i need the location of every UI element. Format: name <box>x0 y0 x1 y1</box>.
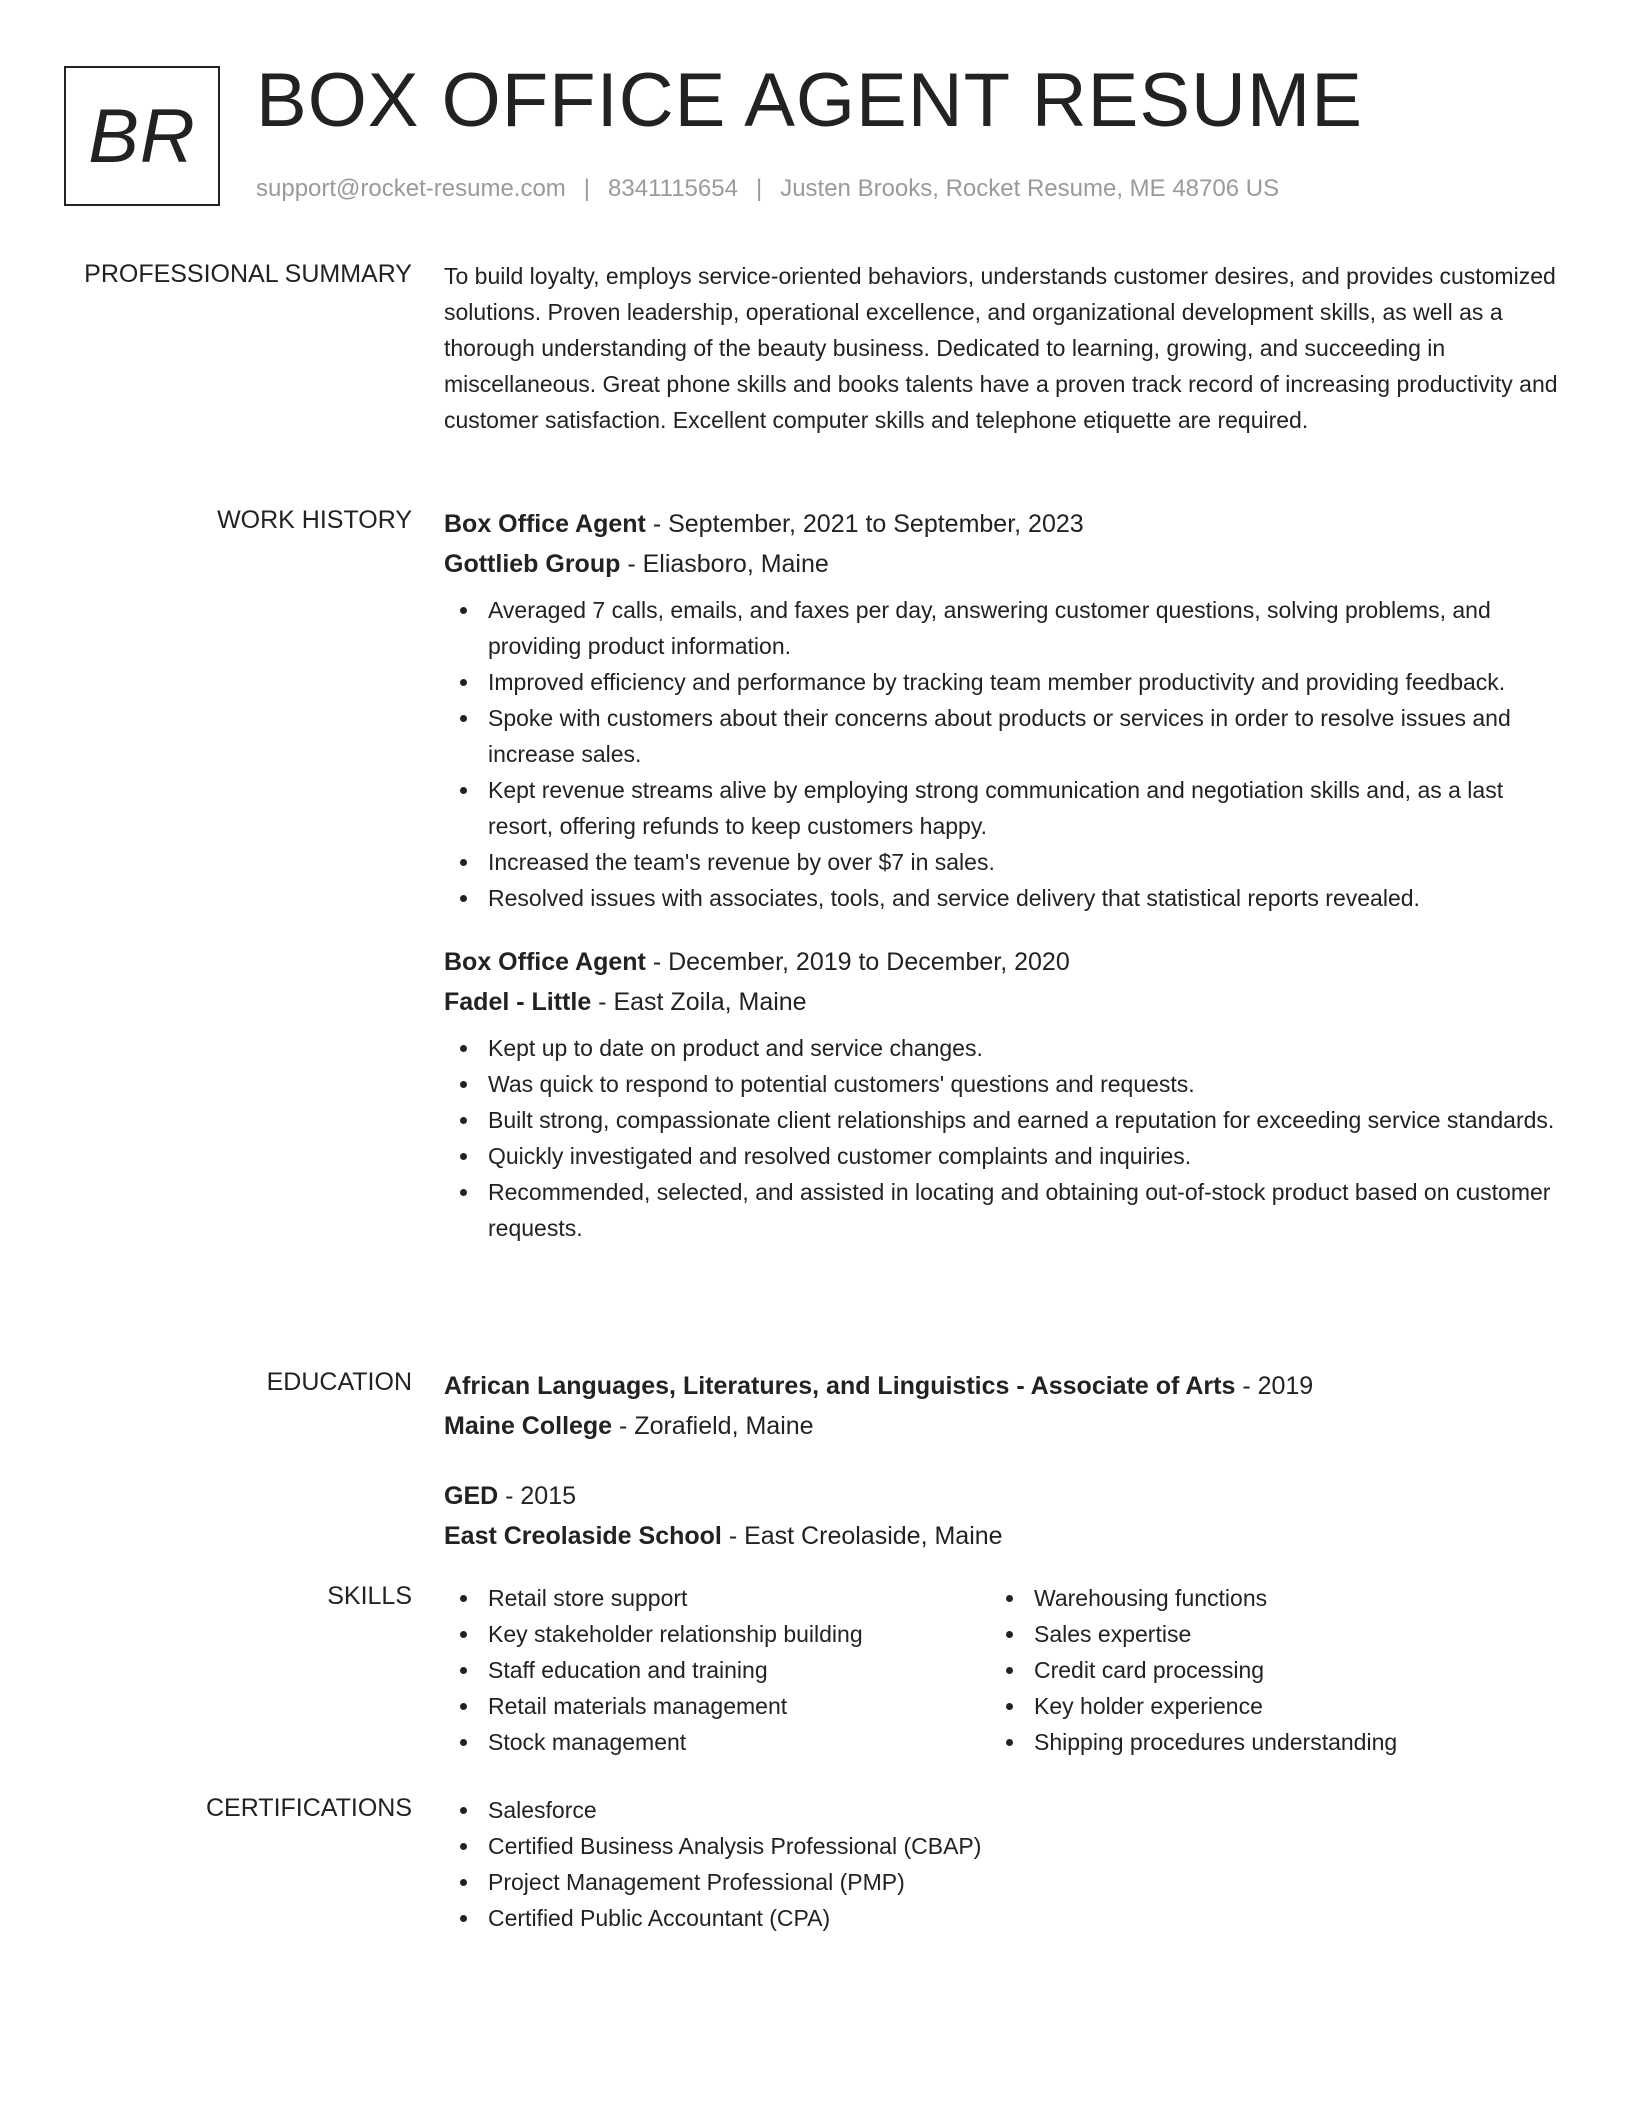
job-company-line <box>444 544 1560 584</box>
list-item: Was quick to respond to potential customers' questions and requests. <box>444 1066 1560 1102</box>
resume-title: BOX OFFICE AGENT RESUME <box>256 58 1363 143</box>
list-item: Built strong, compassionate client relationships and earned a reputation for exceeding service standards. <box>444 1102 1560 1138</box>
list-item: Certified Business Analysis Professional (CBAP) <box>444 1828 1560 1864</box>
education-school: Maine College <box>444 1412 613 1440</box>
skills-list-left <box>444 1580 990 1760</box>
education-location: - East Creolaside, Maine <box>721 1522 1003 1550</box>
education-year: - 2019 <box>1235 1372 1314 1400</box>
list-item: Recommended, selected, and assisted in locating and obtaining out-of-stock product based on customer requests. <box>444 1174 1560 1246</box>
education-year: - 2015 <box>498 1482 577 1510</box>
job-dates: - September, 2021 to September, 2023 <box>645 510 1084 538</box>
list-item: Key holder experience <box>990 1688 1536 1724</box>
job-title-line <box>444 942 1560 982</box>
section-label: WORK HISTORY <box>217 506 412 534</box>
job-dates: - December, 2019 to December, 2020 <box>645 948 1070 976</box>
skills-list-right <box>990 1580 1536 1760</box>
list-item: Salesforce <box>444 1792 1560 1828</box>
list-item: Increased the team's revenue by over $7 in sales. <box>444 844 1560 880</box>
education-list <box>444 1366 1560 1582</box>
contact-line <box>256 174 1279 204</box>
monogram-logo: BR <box>64 66 220 206</box>
job-entry <box>444 504 1560 916</box>
education-entry <box>444 1476 1560 1556</box>
list-item: Resolved issues with associates, tools, and service delivery that statistical reports revealed. <box>444 880 1560 916</box>
list-item: Retail materials management <box>444 1688 990 1724</box>
job-title: Box Office Agent <box>444 510 646 538</box>
job-location: - Eliasboro, Maine <box>620 550 829 578</box>
education-school-line <box>444 1516 1560 1556</box>
list-item: Key stakeholder relationship building <box>444 1616 990 1652</box>
list-item: Certified Public Accountant (CPA) <box>444 1900 1560 1936</box>
list-item: Sales expertise <box>990 1616 1536 1652</box>
list-item: Kept revenue streams alive by employing strong communication and negotiation skills and, as a last resort, offering refunds to keep customers happy. <box>444 772 1560 844</box>
section-label: CERTIFICATIONS <box>205 1794 412 1822</box>
contact-email[interactable]: support@rocket-resume.com <box>256 175 566 202</box>
section-label: PROFESSIONAL SUMMARY <box>84 260 412 288</box>
list-item: Averaged 7 calls, emails, and faxes per day, answering customer questions, solving problems, and providing product information. <box>444 592 1560 664</box>
contact-separator: | <box>583 175 591 202</box>
list-item: Improved efficiency and performance by tracking team member productivity and providing feedback. <box>444 664 1560 700</box>
skills-columns <box>444 1580 1560 1760</box>
job-title-line <box>444 504 1560 544</box>
education-location: - Zorafield, Maine <box>612 1412 814 1440</box>
work-history-list <box>444 504 1560 1272</box>
list-item: Credit card processing <box>990 1652 1536 1688</box>
education-degree-line <box>444 1476 1560 1516</box>
education-degree: African Languages, Literatures, and Linguistics - Associate of Arts <box>444 1372 1236 1400</box>
contact-address: Justen Brooks, Rocket Resume, ME 48706 US <box>780 175 1280 202</box>
list-item: Quickly investigated and resolved customer complaints and inquiries. <box>444 1138 1560 1174</box>
job-bullets <box>444 1030 1560 1246</box>
list-item: Kept up to date on product and service changes. <box>444 1030 1560 1066</box>
summary-text: To build loyalty, employs service-oriented behaviors, understands customer desires, and provides customized solutions. Proven leadership, operational excellence, and organizational development skills, as well as a thorough understanding of the beauty business. Dedicated to learning, growing, and succeeding in miscellaneous. Great phone skills and books talents have a proven track record of increasing productivity and customer satisfaction. Excellent computer skills and telephone etiquette are required. <box>444 263 1558 433</box>
job-company: Fadel - Little <box>444 988 592 1016</box>
certifications-list <box>444 1792 1560 1936</box>
list-item: Stock management <box>444 1724 990 1760</box>
list-item: Warehousing functions <box>990 1580 1536 1616</box>
list-item: Spoke with customers about their concerns about products or services in order to resolve issues and increase sales. <box>444 700 1560 772</box>
contact-phone[interactable]: 8341115654 <box>608 175 738 202</box>
job-bullets <box>444 592 1560 916</box>
education-degree: GED <box>444 1482 499 1510</box>
list-item: Project Management Professional (PMP) <box>444 1864 1560 1900</box>
contact-separator: | <box>755 175 763 202</box>
job-company: Gottlieb Group <box>444 550 621 578</box>
education-school-line <box>444 1406 1560 1446</box>
job-title: Box Office Agent <box>444 948 646 976</box>
list-item: Retail store support <box>444 1580 990 1616</box>
job-entry <box>444 942 1560 1246</box>
section-label: EDUCATION <box>266 1368 412 1396</box>
list-item: Shipping procedures understanding <box>990 1724 1536 1760</box>
education-degree-line <box>444 1366 1560 1406</box>
education-school: East Creolaside School <box>444 1522 722 1550</box>
job-location: - East Zoila, Maine <box>591 988 807 1016</box>
section-label: SKILLS <box>327 1582 412 1610</box>
job-company-line <box>444 982 1560 1022</box>
list-item: Staff education and training <box>444 1652 990 1688</box>
education-entry <box>444 1366 1560 1446</box>
